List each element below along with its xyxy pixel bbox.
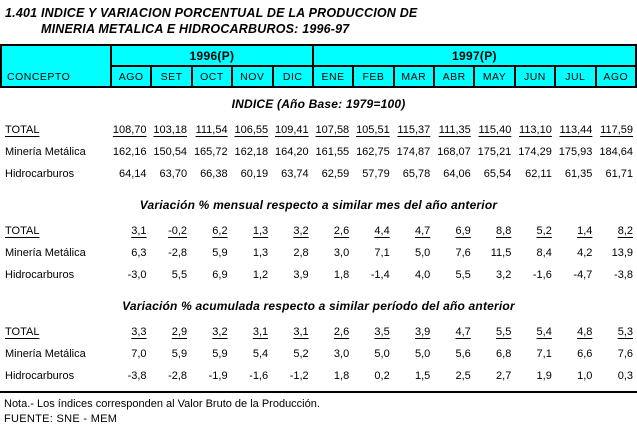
value-cell: 5,4 xyxy=(536,326,552,338)
year-1997-header-cell: 1997(P) xyxy=(313,45,636,66)
value-cell: 5,9 xyxy=(171,348,188,360)
value-cell: 2,5 xyxy=(455,370,471,382)
value-cell: 60,19 xyxy=(240,168,269,180)
title-line-2: MINERIA METALICA E HIDROCARBUROS: 1996-97 xyxy=(41,22,350,36)
value-cell: 4,7 xyxy=(414,225,431,237)
row-label: Hidrocarburos xyxy=(5,168,75,180)
value-cell: 162,18 xyxy=(234,146,269,158)
row-label: Hidrocarburos xyxy=(5,269,75,281)
month-header-nov-3: NOV xyxy=(232,66,272,87)
value-cell: 8,4 xyxy=(536,247,552,259)
value-cell: 161,55 xyxy=(315,146,350,158)
table-row xyxy=(0,264,637,286)
row-label: Minería Metálica xyxy=(5,348,86,360)
value-cell: 63,70 xyxy=(159,168,188,180)
footnote-text: Nota.- Los índices corresponden al Valor Bruto de la Producción. xyxy=(4,398,320,410)
value-cell: 3,5 xyxy=(374,326,390,338)
year-1996-header-cell: 1996(P) xyxy=(111,45,313,66)
table-row xyxy=(0,343,637,365)
value-cell: 164,20 xyxy=(275,146,309,158)
table-row xyxy=(0,163,637,185)
value-cell: -1,6 xyxy=(532,269,552,281)
value-cell: 65,54 xyxy=(483,168,512,180)
value-cell: 5,5 xyxy=(455,269,471,281)
value-cell: 6,6 xyxy=(577,348,593,360)
value-cell: -1,9 xyxy=(208,370,228,382)
value-cell: 66,38 xyxy=(200,168,228,180)
value-cell: 63,74 xyxy=(281,168,309,180)
row-label: Minería Metálica xyxy=(5,247,86,259)
row-label: Hidrocarburos xyxy=(5,370,75,382)
value-cell: 1,0 xyxy=(577,370,593,382)
value-cell: -3,0 xyxy=(127,269,147,281)
value-cell: 0,3 xyxy=(617,370,633,382)
value-cell: -3,8 xyxy=(614,269,633,281)
page-title xyxy=(5,5,637,37)
value-cell: 103,18 xyxy=(153,124,188,136)
value-cell: 7,6 xyxy=(455,247,471,259)
value-cell: 106,55 xyxy=(234,124,269,136)
value-cell: 1,9 xyxy=(536,370,552,382)
value-cell: 1,4 xyxy=(577,225,593,237)
value-cell: 105,51 xyxy=(356,124,390,136)
footer xyxy=(0,391,637,424)
month-header-jun-10: JUN xyxy=(515,66,555,87)
value-cell: 8,8 xyxy=(496,225,512,237)
table-row xyxy=(0,220,637,242)
value-cell: 5,0 xyxy=(414,247,431,259)
value-cell: -2,8 xyxy=(168,370,188,382)
value-cell: 3,0 xyxy=(333,348,350,360)
value-cell: 5,4 xyxy=(252,348,269,360)
value-cell: 61,35 xyxy=(564,168,593,180)
value-cell: 2,9 xyxy=(171,326,188,338)
value-cell: 174,87 xyxy=(396,146,431,158)
value-cell: 1,3 xyxy=(252,225,269,237)
concepto-header-cell: CONCEPTO xyxy=(1,45,111,87)
value-cell: 1,8 xyxy=(333,370,350,382)
value-cell: 175,93 xyxy=(558,146,593,158)
value-cell: 5,5 xyxy=(496,326,512,338)
value-cell: 7,1 xyxy=(374,247,390,259)
value-cell: -1,4 xyxy=(370,269,390,281)
value-cell: -1,2 xyxy=(289,370,309,382)
value-cell: 117,59 xyxy=(600,124,633,136)
value-cell: 6,3 xyxy=(131,247,147,259)
month-header-ago-0: AGO xyxy=(111,66,151,87)
value-cell: 165,72 xyxy=(193,146,228,158)
value-cell: 3,1 xyxy=(131,225,147,237)
value-cell: 108,70 xyxy=(112,124,147,136)
value-cell: 162,16 xyxy=(112,146,147,158)
month-header-feb-6: FEB xyxy=(353,66,393,87)
value-cell: 111,35 xyxy=(438,124,471,136)
value-cell: 2,6 xyxy=(333,326,350,338)
value-cell: 2,7 xyxy=(496,370,512,382)
month-header-oct-2: OCT xyxy=(192,66,232,87)
month-header-mar-7: MAR xyxy=(394,66,434,87)
value-cell: 3,3 xyxy=(131,326,147,338)
section-heading-text: Variación % mensual respecto a similar mes del año anterior xyxy=(139,198,498,212)
section-heading-text: Variación % acumulada respecto a similar período del año anterior xyxy=(122,299,515,313)
value-cell: 5,9 xyxy=(212,348,228,360)
value-cell: -2,8 xyxy=(168,247,188,259)
table-row xyxy=(0,119,637,141)
value-cell: 7,0 xyxy=(131,348,147,360)
value-cell: 1,8 xyxy=(333,269,350,281)
value-cell: 6,8 xyxy=(496,348,512,360)
value-cell: 5,0 xyxy=(374,348,390,360)
value-cell: 61,71 xyxy=(605,168,633,180)
value-cell: 4,8 xyxy=(577,326,593,338)
month-header-dic-4: DIC xyxy=(273,66,313,87)
value-cell: 184,64 xyxy=(599,146,633,158)
value-cell: 1,5 xyxy=(414,370,431,382)
month-header-jul-11: JUL xyxy=(555,66,595,87)
value-cell: 11,5 xyxy=(490,247,512,259)
value-cell: 4,2 xyxy=(577,247,593,259)
table-row xyxy=(0,321,637,343)
table-row xyxy=(0,141,637,163)
data-body-table xyxy=(0,88,637,387)
value-cell: 13,9 xyxy=(611,247,633,259)
value-cell: 0,2 xyxy=(374,370,390,382)
row-label: TOTAL xyxy=(5,225,40,237)
value-cell: 5,5 xyxy=(171,269,188,281)
table-row xyxy=(0,242,637,264)
value-cell: 5,2 xyxy=(293,348,309,360)
value-cell: -4,7 xyxy=(573,269,593,281)
value-cell: 7,6 xyxy=(617,348,633,360)
value-cell: 109,41 xyxy=(275,124,309,136)
value-cell: -0,2 xyxy=(168,225,188,237)
value-cell: 113,44 xyxy=(559,124,593,136)
title-line-1: 1.401 INDICE Y VARIACION PORCENTUAL DE LA PRODUCCION DE xyxy=(5,6,418,20)
value-cell: 1,2 xyxy=(252,269,269,281)
value-cell: 3,1 xyxy=(293,326,309,338)
value-cell: 3,2 xyxy=(496,269,512,281)
row-label: TOTAL xyxy=(5,124,40,136)
value-cell: 111,54 xyxy=(195,124,228,136)
section-heading-row xyxy=(0,286,637,321)
row-label: Minería Metálica xyxy=(5,146,86,158)
value-cell: 168,07 xyxy=(437,146,471,158)
column-header-table xyxy=(0,44,637,88)
value-cell: 5,3 xyxy=(617,326,633,338)
value-cell: 4,7 xyxy=(455,326,471,338)
value-cell: -3,8 xyxy=(127,370,147,382)
source-text: FUENTE: SNE - MEM xyxy=(4,413,118,424)
month-header-may-9: MAY xyxy=(474,66,514,87)
value-cell: 2,8 xyxy=(293,247,309,259)
value-cell: 64,14 xyxy=(119,168,147,180)
value-cell: 1,3 xyxy=(252,247,269,259)
value-cell: 3,9 xyxy=(414,326,431,338)
value-cell: 115,37 xyxy=(397,124,431,136)
month-header-set-1: SET xyxy=(151,66,191,87)
section-heading-row xyxy=(0,88,637,119)
section-heading-text: INDICE (Año Base: 1979=100) xyxy=(231,97,406,111)
value-cell: 57,79 xyxy=(362,168,390,180)
value-cell: 150,54 xyxy=(153,146,188,158)
value-cell: 162,75 xyxy=(356,146,390,158)
value-cell: 62,59 xyxy=(321,168,350,180)
section-heading-row xyxy=(0,185,637,220)
month-header-ago-12: AGO xyxy=(596,66,637,87)
value-cell: 107,58 xyxy=(315,124,350,136)
value-cell: 3,9 xyxy=(293,269,309,281)
value-cell: 6,9 xyxy=(212,269,228,281)
value-cell: 113,10 xyxy=(519,124,552,136)
value-cell: 3,2 xyxy=(293,225,309,237)
value-cell: 4,4 xyxy=(374,225,390,237)
month-header-ene-5: ENE xyxy=(313,66,353,87)
value-cell: 3,0 xyxy=(333,247,350,259)
value-cell: 5,2 xyxy=(536,225,552,237)
value-cell: 7,1 xyxy=(536,348,552,360)
value-cell: 6,9 xyxy=(455,225,471,237)
value-cell: 2,6 xyxy=(333,225,350,237)
value-cell: 115,40 xyxy=(478,124,512,136)
value-cell: 5,9 xyxy=(212,247,228,259)
value-cell: 4,0 xyxy=(414,269,431,281)
value-cell: 3,1 xyxy=(252,326,269,338)
value-cell: -1,6 xyxy=(249,370,269,382)
value-cell: 3,2 xyxy=(212,326,228,338)
month-header-abr-8: ABR xyxy=(434,66,474,87)
value-cell: 5,0 xyxy=(414,348,431,360)
value-cell: 65,78 xyxy=(402,168,431,180)
table-row xyxy=(0,365,637,387)
value-cell: 5,6 xyxy=(455,348,471,360)
value-cell: 175,21 xyxy=(477,146,512,158)
value-cell: 174,29 xyxy=(518,146,552,158)
value-cell: 8,2 xyxy=(617,225,633,237)
year-header-row xyxy=(1,45,636,66)
value-cell: 62,11 xyxy=(525,168,552,180)
value-cell: 64,06 xyxy=(443,168,471,180)
value-cell: 6,2 xyxy=(212,225,228,237)
row-label: TOTAL xyxy=(5,326,40,338)
